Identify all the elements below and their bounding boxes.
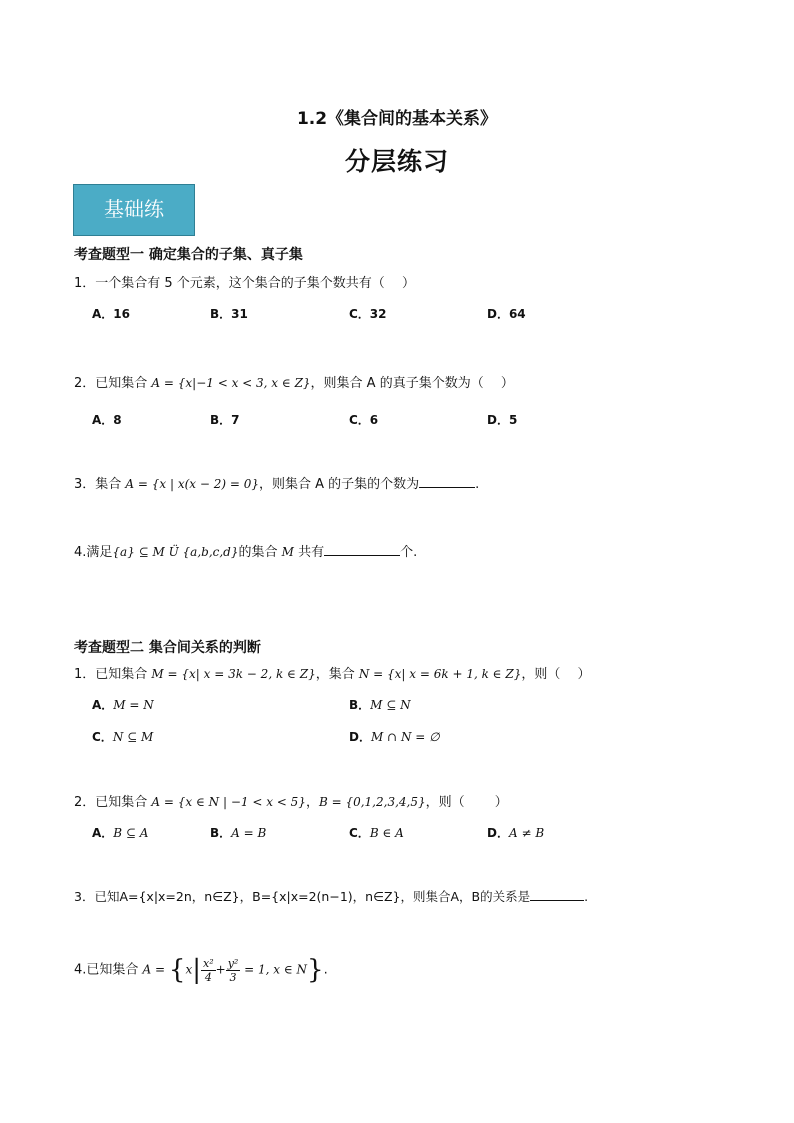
left-brace: { [168, 955, 186, 985]
question-text: 3．已知A={x|x=2n，n∈Z}，B={x|x=2(n−1)，n∈Z}，则集合A，B的关系是 [74, 889, 531, 904]
option-math: B ∈ A [369, 826, 404, 840]
level-label-box: 基础练 [73, 184, 195, 236]
option-c [92, 728, 153, 745]
option-label: C． [92, 730, 113, 744]
question-suffix: ，则（ ） [521, 667, 591, 682]
option-a [92, 824, 148, 841]
option-label: C． [349, 826, 370, 840]
option-label: B． [210, 826, 232, 840]
question-line [74, 473, 479, 492]
question-end: . [584, 889, 589, 904]
option-math: B ⊆ A [113, 826, 149, 840]
fraction-numerator: x² [203, 956, 214, 970]
fraction-numerator: y² [227, 956, 239, 970]
option-math: A ≠ B [508, 826, 545, 840]
set-expression: M = {x| x = 3k − 2, k ∈ Z} [151, 667, 316, 681]
question-text: 1．一个集合有 5 个元素，这个集合的子集个数共有（ ） [74, 276, 415, 291]
question-line [74, 791, 508, 810]
option-d [349, 728, 440, 745]
option-label: A． [92, 698, 114, 712]
question-prefix: 3．集合 [74, 477, 126, 492]
question-end: . [323, 962, 328, 978]
set-expression: A = {x ∈ N | −1 < x < 5} [151, 795, 306, 809]
option-b [210, 824, 266, 841]
option-math: M ∩ N = ∅ [370, 730, 440, 744]
answer-blank[interactable] [324, 543, 400, 556]
question-line [74, 663, 591, 682]
answer-blank[interactable] [419, 475, 475, 488]
option-c: C．6 [349, 413, 379, 427]
option-label: A． [92, 826, 114, 840]
option-b [349, 696, 411, 713]
option-d: D．64 [487, 307, 526, 321]
question-prefix: 1．已知集合 [74, 667, 152, 682]
set-expression: A = {x|−1 < x < 3, x ∈ Z} [151, 376, 311, 390]
option-d: D．5 [487, 413, 518, 427]
question-prefix: 2．已知集合 [74, 795, 152, 810]
question-suffix: 共有 [293, 545, 325, 560]
question-suffix: ，则（ ） [425, 795, 508, 810]
section-heading: 考查题型一 确定集合的子集、真子集 [74, 247, 303, 263]
question-end: . [475, 477, 480, 492]
option-a [92, 696, 154, 713]
option-math: M = N [113, 698, 154, 712]
fraction-y [226, 957, 241, 984]
question-line [74, 887, 588, 905]
question-middle: ，集合 [315, 667, 359, 682]
question-prefix: 2．已知集合 [74, 376, 152, 391]
question-middle: ， [305, 795, 319, 810]
option-label: B． [349, 698, 371, 712]
question-prefix: 4.已知集合 [74, 962, 143, 978]
document-title: 1.2《集合间的基本关系》 [296, 109, 498, 129]
option-c: C．32 [349, 307, 387, 321]
option-a: A．16 [92, 307, 130, 321]
option-d [487, 824, 544, 841]
fraction-denominator: 3 [229, 970, 237, 984]
set-expression: N = {x| x = 6k + 1, k ∈ Z} [358, 667, 522, 681]
question-prefix: 4.满足 [74, 545, 113, 560]
option-label: D． [349, 730, 371, 744]
question-line [74, 541, 417, 560]
document-subtitle: 分层练习 [344, 147, 449, 176]
option-b: B．7 [210, 413, 240, 427]
set-expression: A = {x | x(x − 2) = 0} [125, 477, 259, 491]
option-math: M ⊆ N [370, 698, 411, 712]
option-math: A = B [231, 826, 267, 840]
option-label: D． [487, 826, 509, 840]
plus-sign: + [215, 962, 226, 977]
option-math: N ⊆ M [112, 730, 154, 744]
question-end: 个. [400, 545, 418, 560]
option-c [349, 824, 404, 841]
option-b: B．31 [210, 307, 248, 321]
set-expression: B = {0,1,2,3,4,5} [318, 795, 426, 809]
question-line [74, 372, 514, 391]
fraction-x [201, 957, 216, 984]
section-heading: 考查题型二 集合间关系的判断 [74, 640, 261, 656]
answer-blank[interactable] [530, 888, 584, 901]
set-variable: M [281, 545, 294, 559]
question-suffix: ，则集合 A 的真子集个数为（ ） [310, 376, 514, 391]
right-brace: } [307, 955, 324, 985]
set-variable: x [185, 962, 193, 977]
set-expression: {a} ⊆ M Ü {a,b,c,d} [112, 545, 239, 559]
set-expression-head: A = [142, 962, 169, 977]
option-a: A．8 [92, 413, 122, 427]
question-line [74, 955, 328, 985]
question-suffix: ，则集合 A 的子集的个数为 [259, 477, 420, 492]
fraction-denominator: 4 [204, 970, 212, 984]
question-middle: 的集合 [238, 545, 282, 560]
set-bar: | [192, 955, 201, 985]
equation-tail: = 1, x ∈ N [240, 962, 308, 977]
